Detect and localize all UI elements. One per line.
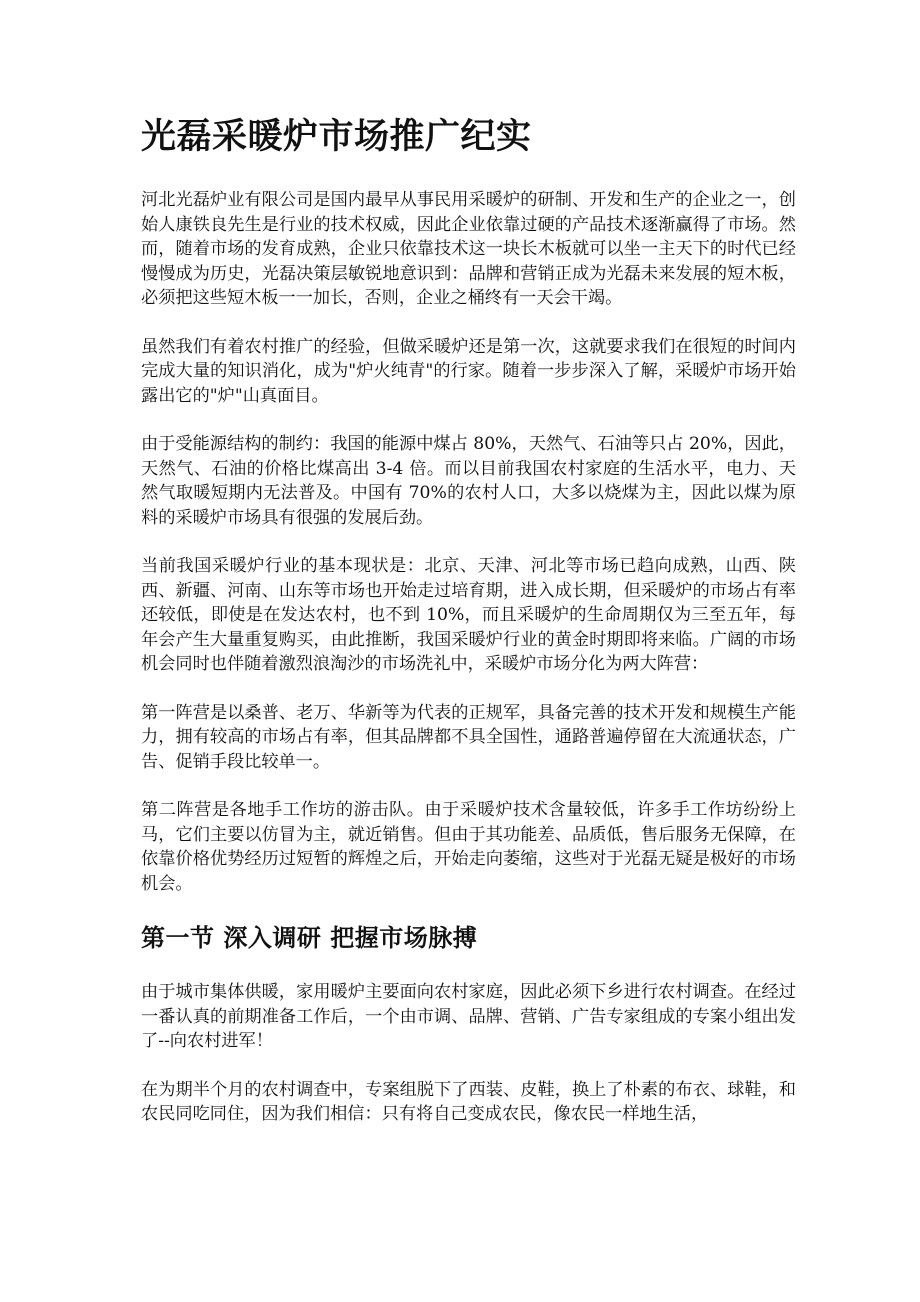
section-1-paragraph-1: 由于城市集体供暖，家用暖炉主要面向农村家庭，因此必须下乡进行农村调查。在经过一番认真的前期准备工作后，一个由市调、品牌、营销、广告专家组成的专案小组出发了--向农村进军！ [141, 982, 796, 1051]
intro-paragraph-4: 当前我国采暖炉行业的基本现状是：北京、天津、河北等市场已趋向成熟，山西、陕西、新疆、河南、山东等市场也开始走过培育期，进入成长期，但采暖炉的市场占有率还较低，即使是在发达农村，也不到 10%，而且采暖炉的生命周期仅为三至五年，每年会产生大量重复购买，由此推断，我国采暖炉行业的黄金时期即将来临。广阔的市场机会同时也伴随着激烈浪淘沙的市场洗礼中，采暖炉市场分化为两大阵营： [141, 556, 796, 674]
intro-paragraph-6: 第二阵营是各地手工作坊的游击队。由于采暖炉技术含量较低，许多手工作坊纷纷上马，它们主要以仿冒为主，就近销售。但由于其功能差、品质低，售后服务无保障，在依靠价格优势经历过短暂的辉煌之后，开始走向萎缩，这些对于光磊无疑是极好的市场机会。 [141, 800, 796, 894]
document-page [141, 112, 796, 1151]
intro-paragraph-2: 虽然我们有着农村推广的经验，但做采暖炉还是第一次，这就要求我们在很短的时间内完成大量的知识消化，成为"炉火纯青"的行家。随着一步步深入了解，采暖炉市场开始露出它的"炉"山真面目。 [141, 336, 796, 406]
section-1-paragraph-2: 在为期半个月的农村调查中，专案组脱下了西装、皮鞋，换上了朴素的布衣、球鞋，和农民同吃同住，因为我们相信：只有将自己变成农民，像农民一样地生活， [141, 1079, 796, 1124]
intro-paragraph-3: 由于受能源结构的制约：我国的能源中煤占 80%，天然气、石油等只占 20%，因此，天然气、石油的价格比煤高出 3-4 倍。而以目前我国农村家庭的生活水平，电力、天然气取暖短期内无法普及。中国有 70%的农村人口，大多以烧煤为主，因此以煤为原料的采暖炉市场具有很强的发展后劲。 [141, 434, 796, 528]
intro-paragraph-1: 河北光磊炉业有限公司是国内最早从事民用采暖炉的研制、开发和生产的企业之一，创始人康铁良先生是行业的技术权威，因此企业依靠过硬的产品技术逐渐赢得了市场。然而，随着市场的发育成熟，企业只依靠技术这一块长木板就可以坐一主天下的时代已经慢慢成为历史，光磊决策层敏锐地意识到：品牌和营销正成为光磊未来发展的短木板，必须把这些短木板一一加长，否则，企业之桶终有一天会干竭。 [141, 190, 796, 308]
section-1-heading: 第一节 深入调研 把握市场脉搏 [141, 923, 478, 952]
intro-paragraph-5: 第一阵营是以桑普、老万、华新等为代表的正规军，具备完善的技术开发和规模生产能力，拥有较高的市场占有率，但其品牌都不具全国性，通路普遍停留在大流通状态，广告、促销手段比较单一。 [141, 702, 796, 772]
document-title: 光磊采暖炉市场推广纪实 [141, 116, 532, 157]
